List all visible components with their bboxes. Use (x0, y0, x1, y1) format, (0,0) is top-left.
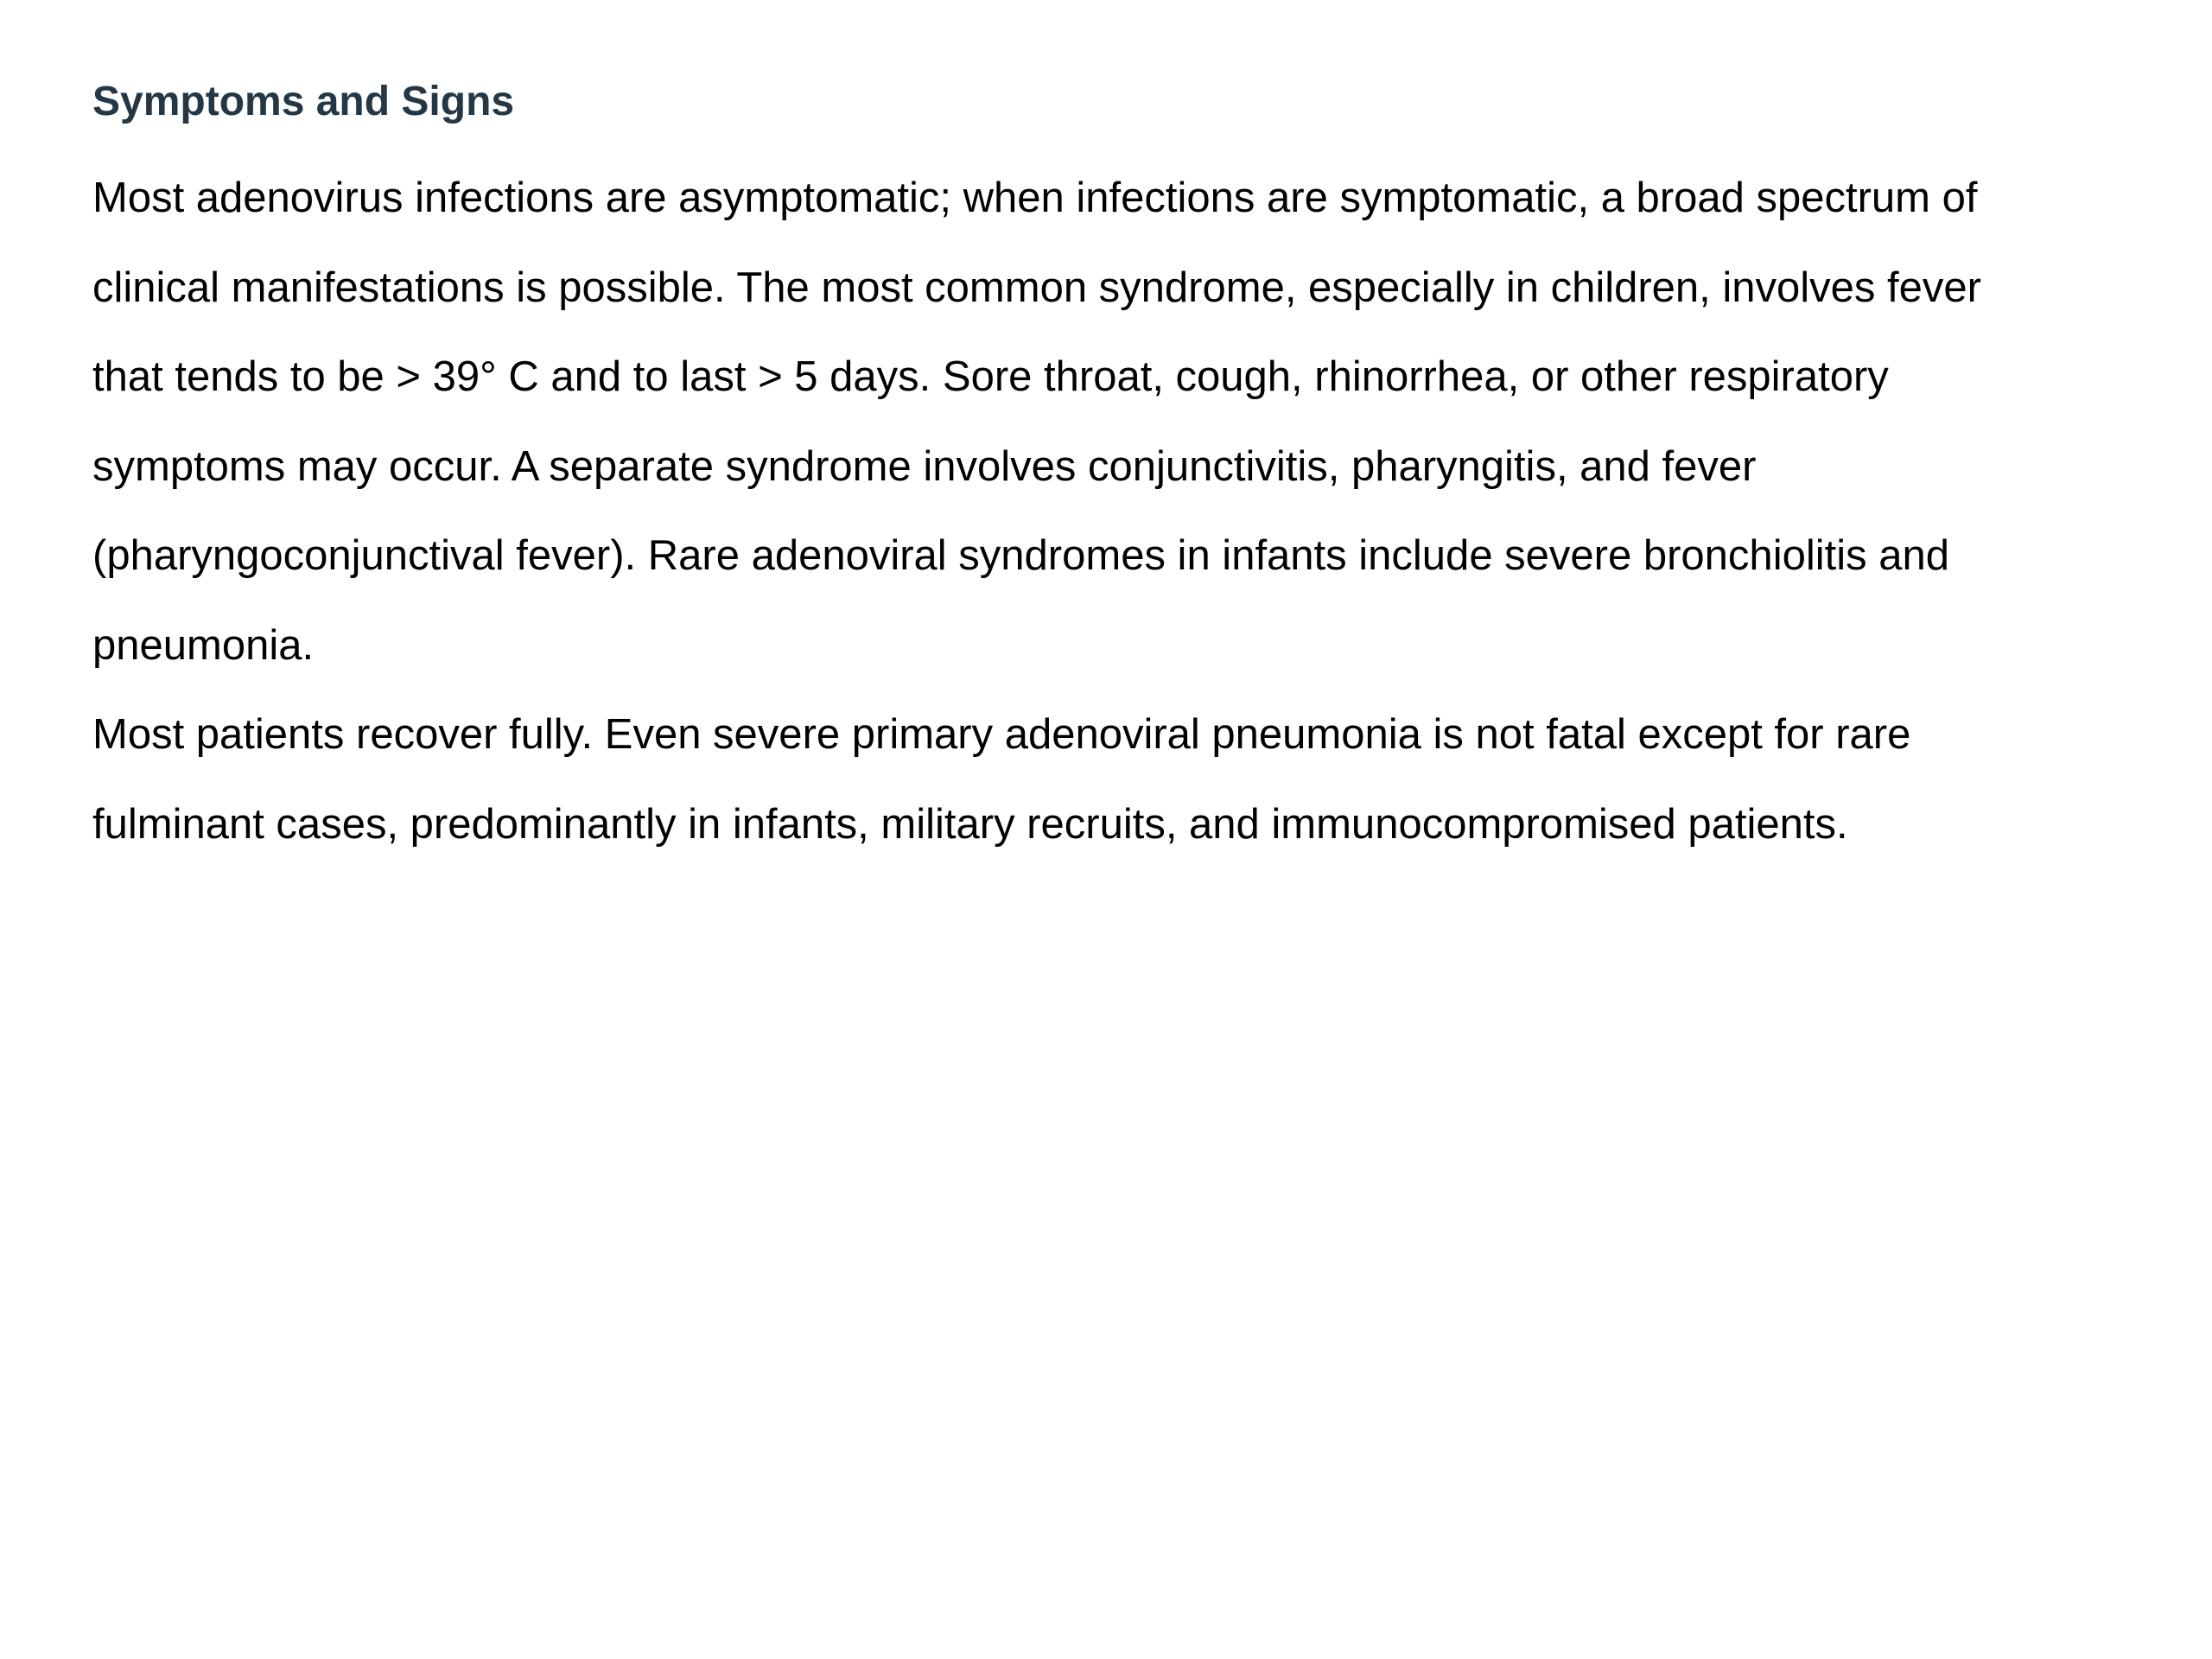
paragraph-line: clinical manifestations is possible. The most common syndrome, especially in children, involves fever (92, 264, 1981, 311)
paragraph-line: pneumonia. (92, 621, 315, 669)
paragraph-line: Most patients recover fully. Even severe primary adenoviral pneumonia is not fatal except for rare (92, 711, 1911, 758)
paragraph-prognosis (92, 690, 2166, 869)
document-page (92, 71, 2166, 869)
paragraph-line: that tends to be > 39° C and to last > 5 days. Sore throat, cough, rhinorrhea, or other respiratory (92, 353, 1889, 400)
paragraph-line: fulminant cases, predominantly in infants, military recruits, and immunocompromised patients. (92, 800, 1848, 848)
section-heading: Symptoms and Signs (92, 79, 515, 124)
paragraph-line: Most adenovirus infections are asymptomatic; when infections are symptomatic, a broad spectrum of (92, 175, 1978, 221)
paragraph-line: (pharyngoconjunctival fever). Rare adenoviral syndromes in infants include severe bronchiolitis and (92, 532, 1949, 579)
paragraph-symptoms (92, 154, 2166, 690)
paragraph-line: symptoms may occur. A separate syndrome involves conjunctivitis, pharyngitis, and fever (92, 442, 1757, 490)
